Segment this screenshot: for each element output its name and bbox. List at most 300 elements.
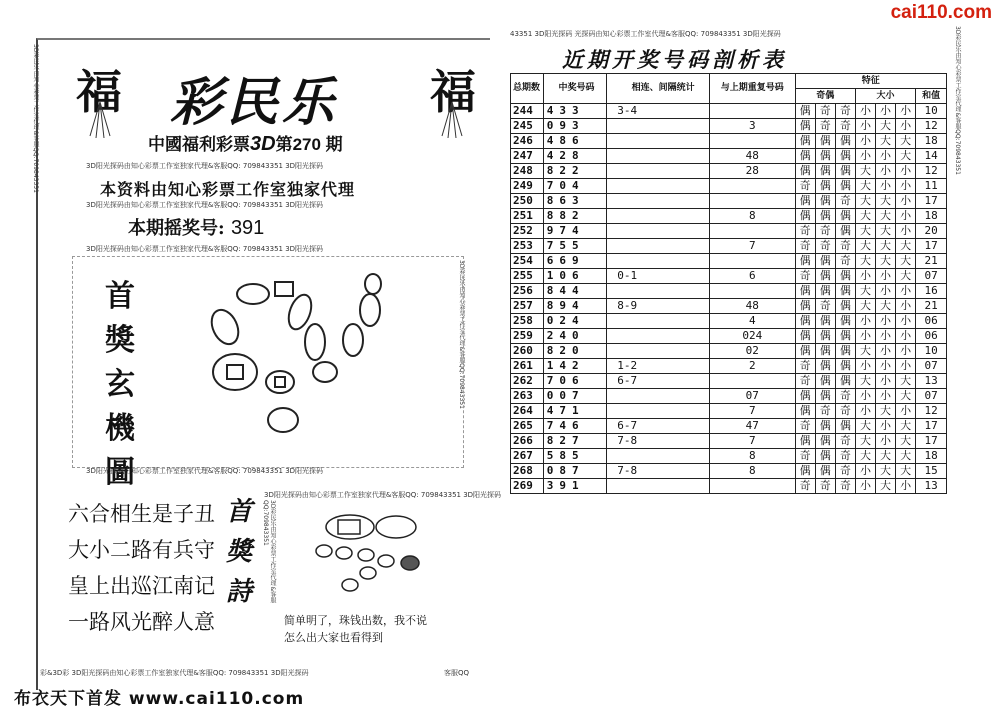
cell-odd-even: 偶 — [795, 119, 815, 134]
cell-sum: 18 — [916, 449, 947, 464]
cell-sum: 12 — [916, 119, 947, 134]
cell-big-small: 大 — [896, 389, 916, 404]
table-row — [511, 359, 947, 374]
cell-winning: 391 — [543, 479, 606, 494]
cell-big-small: 大 — [855, 344, 875, 359]
cell-big-small: 小 — [876, 164, 896, 179]
header-odd-even: 奇偶 — [795, 89, 855, 104]
cell-odd-even: 奇 — [835, 239, 855, 254]
cell-odd-even: 偶 — [835, 164, 855, 179]
cell-winning: 820 — [543, 344, 606, 359]
cell-big-small: 大 — [896, 374, 916, 389]
cell-odd-even: 偶 — [795, 404, 815, 419]
table-row — [511, 179, 947, 194]
cell-big-small: 大 — [855, 419, 875, 434]
cell-winning: 585 — [543, 449, 606, 464]
cell-adjacent — [607, 344, 710, 359]
cell-big-small: 大 — [855, 284, 875, 299]
cell-sum: 14 — [916, 149, 947, 164]
cell-big-small: 小 — [876, 179, 896, 194]
cell-odd-even: 偶 — [835, 224, 855, 239]
draw-label: 本期摇奖号: — [128, 218, 225, 239]
cell-issue: 267 — [511, 449, 544, 464]
cell-issue: 256 — [511, 284, 544, 299]
cell-odd-even: 偶 — [795, 284, 815, 299]
table-row — [511, 194, 947, 209]
cell-odd-even: 偶 — [795, 344, 815, 359]
cell-odd-even: 偶 — [795, 164, 815, 179]
cell-issue: 268 — [511, 464, 544, 479]
table-row — [511, 284, 947, 299]
table-row — [511, 299, 947, 314]
comment — [284, 612, 427, 646]
cell-winning: 024 — [543, 314, 606, 329]
poem-title: 首獎詩 — [226, 497, 253, 607]
poem-margin-vertical-text: 3D彩民乐由知心彩票工作室代理&客服QQ:709843351 — [262, 500, 276, 604]
table-row — [511, 254, 947, 269]
cell-big-small: 大 — [876, 404, 896, 419]
cell-issue: 245 — [511, 119, 544, 134]
cell-odd-even: 偶 — [795, 209, 815, 224]
cell-odd-even: 奇 — [815, 104, 835, 119]
cell-odd-even: 奇 — [815, 299, 835, 314]
cell-odd-even: 偶 — [815, 449, 835, 464]
poem-line: 六合相生是子丑 — [68, 502, 215, 526]
cell-big-small: 大 — [855, 239, 875, 254]
cell-sum: 12 — [916, 164, 947, 179]
cell-big-small: 小 — [896, 164, 916, 179]
cell-winning: 669 — [543, 254, 606, 269]
table-title: 近期开奖号码剖析表 — [562, 47, 787, 72]
draw-number: 391 — [230, 217, 265, 239]
table-row — [511, 314, 947, 329]
cell-issue: 247 — [511, 149, 544, 164]
cell-adjacent — [607, 134, 710, 149]
cell-repeat — [709, 374, 795, 389]
cell-issue: 257 — [511, 299, 544, 314]
cell-odd-even: 偶 — [815, 164, 835, 179]
cell-adjacent — [607, 179, 710, 194]
cell-adjacent — [607, 209, 710, 224]
notice-line-1: 3D阳光探码由知心彩票工作室独家代理&客服QQ: 709843351 3D阳光探码 — [86, 162, 324, 170]
table-row — [511, 329, 947, 344]
cell-odd-even: 偶 — [835, 374, 855, 389]
cell-sum: 07 — [916, 359, 947, 374]
cell-odd-even: 偶 — [835, 134, 855, 149]
cell-odd-even: 偶 — [815, 209, 835, 224]
table-top-strip: 43351 3D阳光探码 光探码由知心彩票工作室代理&客服QQ: 709843351 3D阳光探码 — [510, 30, 781, 38]
cell-winning: 844 — [543, 284, 606, 299]
table-row — [511, 119, 947, 134]
cell-repeat: 024 — [709, 329, 795, 344]
cell-odd-even: 偶 — [815, 149, 835, 164]
cell-winning: 142 — [543, 359, 606, 374]
cell-odd-even: 奇 — [795, 359, 815, 374]
cell-adjacent — [607, 224, 710, 239]
cell-winning: 827 — [543, 434, 606, 449]
cell-odd-even: 偶 — [795, 389, 815, 404]
cell-adjacent: 7-8 — [607, 464, 710, 479]
cell-repeat: 2 — [709, 359, 795, 374]
cell-big-small: 大 — [855, 374, 875, 389]
cell-big-small: 小 — [896, 479, 916, 494]
poem-line: 大小二路有兵守 — [68, 538, 215, 562]
cell-big-small: 小 — [896, 209, 916, 224]
cell-winning: 486 — [543, 134, 606, 149]
cell-big-small: 小 — [896, 179, 916, 194]
table-row — [511, 104, 947, 119]
cell-odd-even: 奇 — [795, 179, 815, 194]
cell-repeat: 02 — [709, 344, 795, 359]
cell-odd-even: 奇 — [835, 434, 855, 449]
cell-winning: 240 — [543, 329, 606, 344]
cell-adjacent — [607, 254, 710, 269]
cell-winning: 106 — [543, 269, 606, 284]
fu-right: 福 — [430, 65, 476, 119]
table-row — [511, 164, 947, 179]
cell-odd-even: 偶 — [815, 434, 835, 449]
cell-big-small: 小 — [876, 329, 896, 344]
cell-big-small: 大 — [876, 224, 896, 239]
cell-winning: 863 — [543, 194, 606, 209]
cell-odd-even: 奇 — [815, 404, 835, 419]
cell-winning: 093 — [543, 119, 606, 134]
cell-winning: 704 — [543, 179, 606, 194]
cell-repeat — [709, 104, 795, 119]
table-row — [511, 209, 947, 224]
cell-odd-even: 偶 — [815, 269, 835, 284]
cell-issue: 251 — [511, 209, 544, 224]
cell-repeat — [709, 194, 795, 209]
cell-odd-even: 奇 — [795, 224, 815, 239]
cell-issue: 254 — [511, 254, 544, 269]
cell-big-small: 小 — [876, 374, 896, 389]
cell-winning: 974 — [543, 224, 606, 239]
cell-repeat — [709, 479, 795, 494]
cell-odd-even: 偶 — [795, 464, 815, 479]
table-row — [511, 434, 947, 449]
cell-issue: 250 — [511, 194, 544, 209]
comment-line: 简单明了，珠钱出数，我不说 — [284, 614, 427, 627]
agent-line: 本资料由知心彩票工作室独家代理 — [100, 180, 356, 199]
site-logo[interactable]: cai110.com — [890, 2, 992, 23]
table-row — [511, 449, 947, 464]
table-row — [511, 269, 947, 284]
cell-adjacent — [607, 284, 710, 299]
cell-big-small: 小 — [876, 344, 896, 359]
cell-odd-even: 奇 — [795, 374, 815, 389]
header-big-small: 大小 — [855, 89, 915, 104]
cell-big-small: 大 — [855, 209, 875, 224]
cell-adjacent: 6-7 — [607, 419, 710, 434]
cell-odd-even: 偶 — [795, 134, 815, 149]
cell-odd-even: 奇 — [815, 224, 835, 239]
cell-odd-even: 偶 — [835, 344, 855, 359]
cell-big-small: 大 — [855, 254, 875, 269]
cell-big-small: 大 — [896, 449, 916, 464]
cell-sum: 06 — [916, 329, 947, 344]
cell-winning: 433 — [543, 104, 606, 119]
issue-prefix: 中國福利彩票 — [148, 135, 250, 154]
cell-big-small: 小 — [896, 329, 916, 344]
poem-line: 一路风光醉人意 — [68, 610, 215, 634]
bottom-notice: 彩&3D彩 3D阳光探码由知心彩票工作室独家代理&客服QQ: 709843351 3D阳光探码 — [40, 669, 309, 677]
cell-big-small: 小 — [855, 404, 875, 419]
cell-sum: 07 — [916, 269, 947, 284]
header-adjacent: 相连、间隔统计 — [607, 74, 710, 104]
cell-sum: 18 — [916, 209, 947, 224]
notice-line-5: 3D阳光探码由知心彩票工作室独家代理&客服QQ: 709843351 3D阳光探码 — [264, 491, 502, 499]
cell-winning: 822 — [543, 164, 606, 179]
cell-adjacent — [607, 149, 710, 164]
cell-odd-even: 偶 — [795, 194, 815, 209]
cell-odd-even: 偶 — [835, 269, 855, 284]
cell-odd-even: 奇 — [795, 239, 815, 254]
coin-string-illustration — [310, 505, 460, 605]
cell-adjacent — [607, 164, 710, 179]
cell-odd-even: 偶 — [815, 374, 835, 389]
cell-odd-even: 奇 — [795, 419, 815, 434]
cell-odd-even: 偶 — [835, 299, 855, 314]
cell-adjacent: 1-2 — [607, 359, 710, 374]
cell-big-small: 大 — [876, 254, 896, 269]
cell-odd-even: 偶 — [835, 179, 855, 194]
cell-big-small: 小 — [855, 314, 875, 329]
cell-sum: 21 — [916, 299, 947, 314]
cell-big-small: 小 — [876, 284, 896, 299]
cell-big-small: 大 — [855, 224, 875, 239]
cell-big-small: 小 — [876, 359, 896, 374]
cell-big-small: 大 — [855, 449, 875, 464]
cell-odd-even: 偶 — [815, 359, 835, 374]
cell-big-small: 小 — [896, 104, 916, 119]
poem-line: 皇上出巡江南记 — [68, 574, 215, 598]
cell-odd-even: 奇 — [835, 449, 855, 464]
cell-odd-even: 偶 — [835, 209, 855, 224]
cell-issue: 266 — [511, 434, 544, 449]
header-features: 特征 — [795, 74, 946, 89]
cell-winning: 706 — [543, 374, 606, 389]
header-repeat: 与上期重复号码 — [709, 74, 795, 104]
cell-big-small: 大 — [855, 179, 875, 194]
cell-big-small: 大 — [855, 164, 875, 179]
cell-big-small: 小 — [855, 269, 875, 284]
cell-issue: 252 — [511, 224, 544, 239]
cell-adjacent — [607, 404, 710, 419]
cell-adjacent: 0-1 — [607, 269, 710, 284]
cell-winning: 882 — [543, 209, 606, 224]
cell-big-small: 小 — [876, 434, 896, 449]
cell-big-small: 大 — [876, 209, 896, 224]
cell-odd-even: 奇 — [835, 464, 855, 479]
cell-repeat — [709, 224, 795, 239]
cell-issue: 263 — [511, 389, 544, 404]
cell-repeat: 48 — [709, 299, 795, 314]
cell-odd-even: 偶 — [795, 104, 815, 119]
table-row — [511, 479, 947, 494]
cell-odd-even: 偶 — [815, 389, 835, 404]
header-issue: 总期数 — [511, 74, 544, 104]
cell-sum: 13 — [916, 374, 947, 389]
cell-big-small: 小 — [896, 284, 916, 299]
fu-left: 福 — [76, 65, 122, 119]
cell-big-small: 大 — [896, 239, 916, 254]
cell-odd-even: 奇 — [815, 119, 835, 134]
cell-repeat: 07 — [709, 389, 795, 404]
cell-big-small: 大 — [876, 239, 896, 254]
cell-issue: 258 — [511, 314, 544, 329]
cell-sum: 17 — [916, 239, 947, 254]
draw-number-line — [128, 214, 264, 240]
cell-odd-even: 奇 — [795, 269, 815, 284]
cell-big-small: 大 — [896, 434, 916, 449]
cell-repeat: 48 — [709, 149, 795, 164]
cell-issue: 255 — [511, 269, 544, 284]
cell-odd-even: 偶 — [795, 149, 815, 164]
cell-odd-even: 奇 — [795, 479, 815, 494]
cell-big-small: 小 — [896, 194, 916, 209]
cell-sum: 17 — [916, 194, 947, 209]
cell-odd-even: 偶 — [795, 299, 815, 314]
cell-winning: 471 — [543, 404, 606, 419]
cell-repeat: 47 — [709, 419, 795, 434]
cell-odd-even: 偶 — [835, 284, 855, 299]
cell-big-small: 小 — [855, 359, 875, 374]
cell-odd-even: 偶 — [835, 314, 855, 329]
cell-winning: 007 — [543, 389, 606, 404]
cell-issue: 265 — [511, 419, 544, 434]
cell-odd-even: 奇 — [835, 404, 855, 419]
header-winning: 中奖号码 — [543, 74, 606, 104]
right-margin-vertical-text: 3D彩民乐由知心彩票工作室代理&客服QQ:709843351 — [954, 26, 961, 175]
cell-big-small: 大 — [896, 134, 916, 149]
cell-big-small: 小 — [876, 314, 896, 329]
cell-big-small: 小 — [855, 149, 875, 164]
table-row — [511, 374, 947, 389]
cell-repeat: 28 — [709, 164, 795, 179]
cell-big-small: 大 — [876, 464, 896, 479]
table-row — [511, 404, 947, 419]
cell-odd-even: 偶 — [815, 254, 835, 269]
cell-big-small: 大 — [876, 194, 896, 209]
cell-big-small: 大 — [876, 479, 896, 494]
cell-adjacent: 6-7 — [607, 374, 710, 389]
cell-repeat: 8 — [709, 209, 795, 224]
cell-big-small: 大 — [896, 269, 916, 284]
cell-odd-even: 奇 — [835, 194, 855, 209]
stats-table-wrap — [510, 73, 947, 494]
cell-big-small: 小 — [896, 404, 916, 419]
cell-odd-even: 偶 — [815, 314, 835, 329]
issue-number: 第270 期 — [275, 135, 343, 154]
cell-big-small: 小 — [876, 104, 896, 119]
cell-winning: 746 — [543, 419, 606, 434]
table-row — [511, 134, 947, 149]
cell-repeat: 8 — [709, 449, 795, 464]
xuanji-title: 首獎玄機圖 — [105, 279, 135, 490]
cell-issue: 260 — [511, 344, 544, 359]
tassel-left-icon — [60, 100, 140, 140]
cell-big-small: 小 — [855, 134, 875, 149]
cell-sum: 16 — [916, 284, 947, 299]
cell-odd-even: 奇 — [795, 449, 815, 464]
cell-adjacent: 3-4 — [607, 104, 710, 119]
cell-sum: 15 — [916, 464, 947, 479]
notice-line-3: 3D阳光探码由知心彩票工作室独家代理&客服QQ: 709843351 3D阳光探码 — [86, 245, 324, 253]
cell-big-small: 大 — [896, 464, 916, 479]
cell-sum: 17 — [916, 419, 947, 434]
table-row — [511, 464, 947, 479]
inner-margin-vertical-text: 3D彩民乐由知心彩票工作室代理&客服QQ:709843351 — [458, 260, 465, 409]
cell-odd-even: 偶 — [815, 194, 835, 209]
cell-odd-even: 偶 — [835, 419, 855, 434]
notice-line-4: 3D阳光探码由知心彩票工作室独家代理&客服QQ: 709843351 3D阳光探码 — [86, 467, 324, 475]
cell-winning: 428 — [543, 149, 606, 164]
cell-big-small: 小 — [896, 344, 916, 359]
issue-line — [148, 130, 343, 156]
coin-chain-illustration — [205, 272, 405, 442]
cell-issue: 264 — [511, 404, 544, 419]
cell-big-small: 小 — [855, 464, 875, 479]
table-row — [511, 149, 947, 164]
cell-odd-even: 偶 — [835, 359, 855, 374]
cell-adjacent: 7-8 — [607, 434, 710, 449]
cell-big-small: 小 — [855, 104, 875, 119]
cell-repeat: 6 — [709, 269, 795, 284]
cell-big-small: 大 — [876, 449, 896, 464]
footer[interactable]: 布衣天下首发 www.cai110.com — [14, 689, 305, 709]
table-row — [511, 344, 947, 359]
cell-big-small: 大 — [855, 434, 875, 449]
cell-issue: 259 — [511, 329, 544, 344]
cell-sum: 12 — [916, 404, 947, 419]
bottom-notice-right: 客服QQ — [444, 669, 470, 677]
cell-adjacent — [607, 479, 710, 494]
cell-adjacent — [607, 449, 710, 464]
cell-odd-even: 奇 — [835, 254, 855, 269]
cell-issue: 262 — [511, 374, 544, 389]
table-row — [511, 224, 947, 239]
cell-adjacent — [607, 329, 710, 344]
cell-odd-even: 偶 — [835, 329, 855, 344]
cell-winning: 755 — [543, 239, 606, 254]
cell-big-small: 小 — [876, 269, 896, 284]
cell-issue: 253 — [511, 239, 544, 254]
cell-repeat — [709, 254, 795, 269]
cell-sum: 10 — [916, 104, 947, 119]
stats-table — [510, 73, 947, 494]
cell-big-small: 大 — [896, 419, 916, 434]
cell-big-small: 小 — [896, 299, 916, 314]
cell-odd-even: 偶 — [815, 419, 835, 434]
header-sum: 和值 — [916, 89, 947, 104]
table-row — [511, 419, 947, 434]
cell-odd-even: 偶 — [815, 284, 835, 299]
cell-odd-even: 奇 — [815, 239, 835, 254]
cell-repeat: 7 — [709, 239, 795, 254]
cell-adjacent — [607, 119, 710, 134]
cell-winning: 087 — [543, 464, 606, 479]
cell-repeat: 8 — [709, 464, 795, 479]
cell-repeat: 3 — [709, 119, 795, 134]
cell-odd-even: 偶 — [795, 254, 815, 269]
notice-line-2: 3D阳光探码由知心彩票工作室独家代理&客服QQ: 709843351 3D阳光探码 — [86, 201, 324, 209]
cell-sum: 18 — [916, 134, 947, 149]
cell-adjacent: 8-9 — [607, 299, 710, 314]
cell-issue: 249 — [511, 179, 544, 194]
cell-odd-even: 奇 — [835, 119, 855, 134]
cell-big-small: 小 — [896, 224, 916, 239]
